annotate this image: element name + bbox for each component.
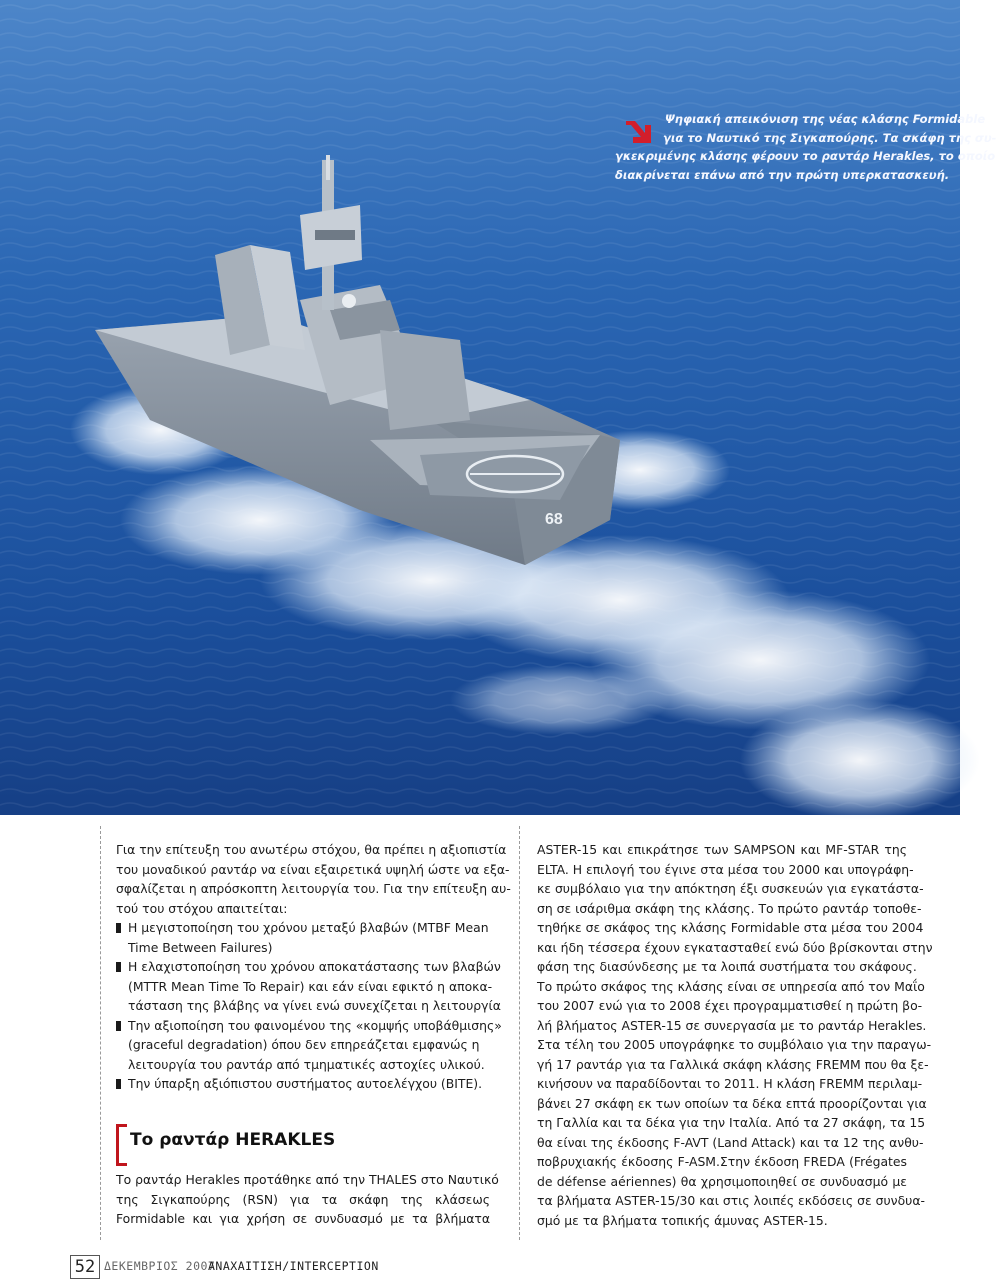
text-line: Για την επίτευξη του ανωτέρω στόχου, θα πρέπει η αξιοπιστία	[116, 842, 507, 857]
list-item	[116, 1016, 502, 1075]
page-footer	[70, 1255, 470, 1279]
bullet-marker-icon	[116, 962, 121, 972]
issue-date: ΔΕΚΕΜΒΡΙΟΣ 2007	[104, 1259, 216, 1273]
body-paragraph	[537, 840, 933, 1230]
text-line: τού του στόχου απαιτείται:	[116, 900, 288, 916]
bracket-icon	[116, 1124, 127, 1166]
section-paragraph	[116, 1170, 499, 1229]
caption-line: για το Ναυτικό της Σιγκαπούρης. Τα σκάφη της συ-	[663, 130, 996, 145]
text-line: Στα τέλη του 2005 υπογράφηκε το συμβόλαιο για την παραγω-	[537, 1037, 932, 1052]
text-line: (MTTR Mean Time To Repair) και εάν είναι εφικτό η αποκα-	[128, 978, 493, 994]
section-heading	[116, 1122, 490, 1166]
text-line: Η ελαχιστοποίηση του χρόνου αποκατάστασης των βλαβών	[128, 959, 501, 974]
magazine-name: ΑΝΑΧΑΙΤΙΣΗ/INTERCEPTION	[208, 1259, 379, 1273]
text-line: τα βλήματα ASTER-15/30 και στις λοιπές εκδόσεις σε συνδυα-	[537, 1193, 925, 1208]
text-line: του 2007 ενώ για το 2008 έχει προγραμματισθεί η πρώτη βο-	[537, 998, 923, 1013]
bullet-marker-icon	[116, 1079, 121, 1089]
text-line: λειτουργία του ραντάρ από τμηματικές αστοχίες υλικού.	[128, 1056, 485, 1072]
text-line: του μοναδικού ραντάρ να είναι εξαιρετικά υψηλή ώστε να εξα-	[116, 861, 510, 877]
text-line: φάση της διασύνδεσης με τα λοιπά συστήματα του σκάφους.	[537, 959, 917, 974]
text-line: τηθήκε σε σκάφος της κλάσης Formidable στα μέσα του 2004	[537, 920, 924, 935]
left-column	[116, 840, 511, 1094]
text-line: Η μεγιστοποίηση του χρόνου μεταξύ βλαβών (MTBF Mean	[128, 920, 489, 935]
list-item	[116, 1074, 490, 1094]
text-line: λή βλήματος ASTER-15 σε συνεργασία με το ραντάρ Herakles.	[537, 1017, 927, 1033]
column-divider	[100, 826, 101, 1240]
hull-number: 68	[545, 511, 563, 528]
bullet-marker-icon	[116, 1021, 121, 1031]
text-line: θα είναι της έκδοσης F-AVT (Land Attack) και τα 12 της ανθυ-	[537, 1134, 924, 1150]
caption-line: διακρίνεται επάνω από την πρώτη υπερκατασκευή.	[615, 167, 950, 182]
text-line: ση σε ισάριθμα σκάφη της κλάσης. Το πρώτο ραντάρ τοποθε-	[537, 900, 922, 916]
section-title: Το ραντάρ HERAKLES	[130, 1130, 336, 1150]
text-line: ELTA. Η επιλογή του έγινε στα μέσα του 2000 και υπογράφη-	[537, 861, 914, 877]
text-line: Την αξιοποίηση του φαινομένου της «κομψής υποβάθμισης»	[128, 1017, 502, 1033]
text-line: σμό με τα βλήματα τοπικής άμυνας ASTER-15.	[537, 1212, 828, 1228]
column-divider	[519, 826, 520, 1240]
caption-line: γκεκριμένης κλάσης φέρουν το ραντάρ Herakles, το οποίο	[615, 149, 996, 163]
photo-caption	[615, 110, 996, 184]
text-line: και ήδη τέσσερα έχουν εγκατασταθεί ενώ δύο βρίσκονται στην	[537, 939, 933, 955]
text-line: Το ραντάρ Herakles προτάθηκε από την THALES στο Ναυτικό	[116, 1172, 499, 1187]
right-column	[537, 840, 933, 1230]
page-number: 52	[70, 1255, 100, 1279]
text-line: γή 17 ραντάρ για τα Γαλλικά σκάφη κλάσης FREMM που θα ξε-	[537, 1056, 929, 1072]
text-line: τη Γαλλία και τα δέκα για την Ιταλία. Από τα 27 σκάφη, τα 15	[537, 1115, 926, 1130]
text-line: Time Between Failures)	[128, 939, 273, 955]
text-line: Την ύπαρξη αξιόπιστου συστήματος αυτοελέγχου (BITE).	[128, 1076, 483, 1091]
text-line: τάσταση της βλάβης να γίνει ενώ συνεχίζεται η λειτουργία	[128, 998, 501, 1013]
text-line: ποβρυχιακής έκδοσης F-ASM.Στην έκδοση FREDA (Frégates	[537, 1154, 907, 1169]
text-line: de défense aériennes) θα χρησιμοποιηθεί σε συνδυασμό με	[537, 1173, 907, 1189]
text-line: κινήσουν να παραδίδονται το 2011. Η κλάση FREMM περιλαμ-	[537, 1076, 923, 1091]
requirements-list	[116, 918, 502, 1094]
text-line: της Σιγκαπούρης (RSN) για τα σκάφη της κλάσεως	[116, 1191, 490, 1207]
caption-line: Ψηφιακή απεικόνιση της νέας κλάσης Formidable	[665, 112, 986, 126]
bullet-marker-icon	[116, 923, 121, 933]
list-item	[116, 957, 501, 1016]
text-line: βάνει 27 σκάφη εκ των οποίων τα δέκα επτά προορίζονται για	[537, 1095, 927, 1111]
text-line: κε συμβόλαιο για την απόκτηση έξι συσκευών για εγκατάστα-	[537, 881, 924, 896]
list-item	[116, 918, 490, 957]
text-line: σφαλίζεται η απρόσκοπτη λειτουργία του. Για την επίτευξη αυ-	[116, 881, 511, 896]
text-line: Το πρώτο σκάφος της κλάσης είναι σε υπηρεσία από τον Μαΐο	[537, 978, 925, 994]
text-line: Formidable και για χρήση σε συνδυασμό με τα βλήματα	[116, 1211, 490, 1226]
text-line: (graceful degradation) όπου δεν επηρεάζεται εμφανώς η	[128, 1037, 480, 1052]
text-line: ASTER-15 και επικράτησε των SAMPSON και MF-STAR της	[537, 842, 907, 857]
intro-paragraph	[116, 840, 511, 918]
